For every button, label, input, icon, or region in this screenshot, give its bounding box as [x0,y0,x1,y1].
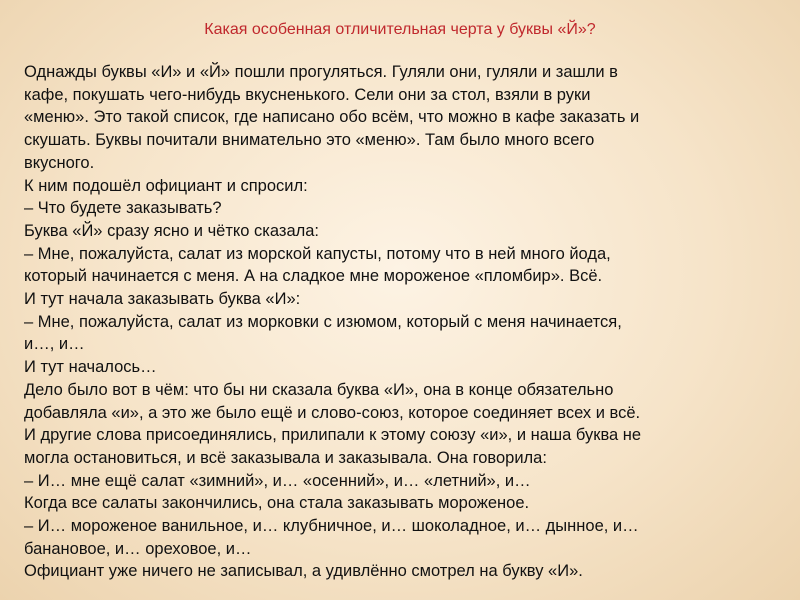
slide-title: Какая особенная отличительная черта у буквы «Й»? [204,21,596,38]
story-line: добавляла «и», а это же было ещё и слово-союз, которое соединяет всех и всё. [24,403,641,422]
story-line: И тут начала заказывать буква «И»: [24,290,301,309]
story-line: скушать. Буквы почитали внимательно это «меню». Там было много всего [24,131,595,150]
story-line: кафе, покушать чего-нибудь вкусненького. Сели они за стол, взяли в руки [24,85,591,104]
story-line: который начинается с меня. А на сладкое мне мороженое «пломбир». Всё. [24,267,603,286]
story-line: Однажды буквы «И» и «Й» пошли прогуляться. Гуляли они, гуляли и зашли в [24,63,618,81]
story-line: – И… мороженое ванильное, и… клубничное, и… шоколадное, и… дынное, и… [24,517,639,536]
story-line: И другие слова присоединялись, прилипали к этому союзу «и», и наша буква не [24,426,642,445]
story-line: Официант уже ничего не записывал, а удивлённо смотрел на букву «И». [24,562,583,581]
story-line: вкусного. [24,153,95,172]
story-line: И тут началось… [24,358,157,377]
story-line: и…, и… [24,335,85,354]
story-line: – Что будете заказывать? [24,199,222,218]
story-line: Буква «Й» сразу ясно и чётко сказала: [24,221,320,240]
story-line: «меню». Это такой список, где написано обо всём, что можно в кафе заказать и [24,108,640,127]
story-line: К ним подошёл официант и спросил: [24,176,308,195]
story-line: Когда все салаты закончились, она стала заказывать мороженое. [24,494,530,513]
story-line: – Мне, пожалуйста, салат из морковки с изюмом, который с меня начинается, [24,312,622,331]
story-line: банановое, и… ореховое, и… [24,539,252,558]
story-line: – Мне, пожалуйста, салат из морской капусты, потому что в ней много йода, [24,244,611,263]
story-text [24,61,794,583]
story-line: Дело было вот в чём: что бы ни сказала буква «И», она в конце обязательно [24,380,614,399]
story-line: могла остановиться, и всё заказывала и заказывала. Она говорила: [24,448,547,467]
story-line: – И… мне ещё салат «зимний», и… «осенний», и… «летний», и… [24,471,531,490]
